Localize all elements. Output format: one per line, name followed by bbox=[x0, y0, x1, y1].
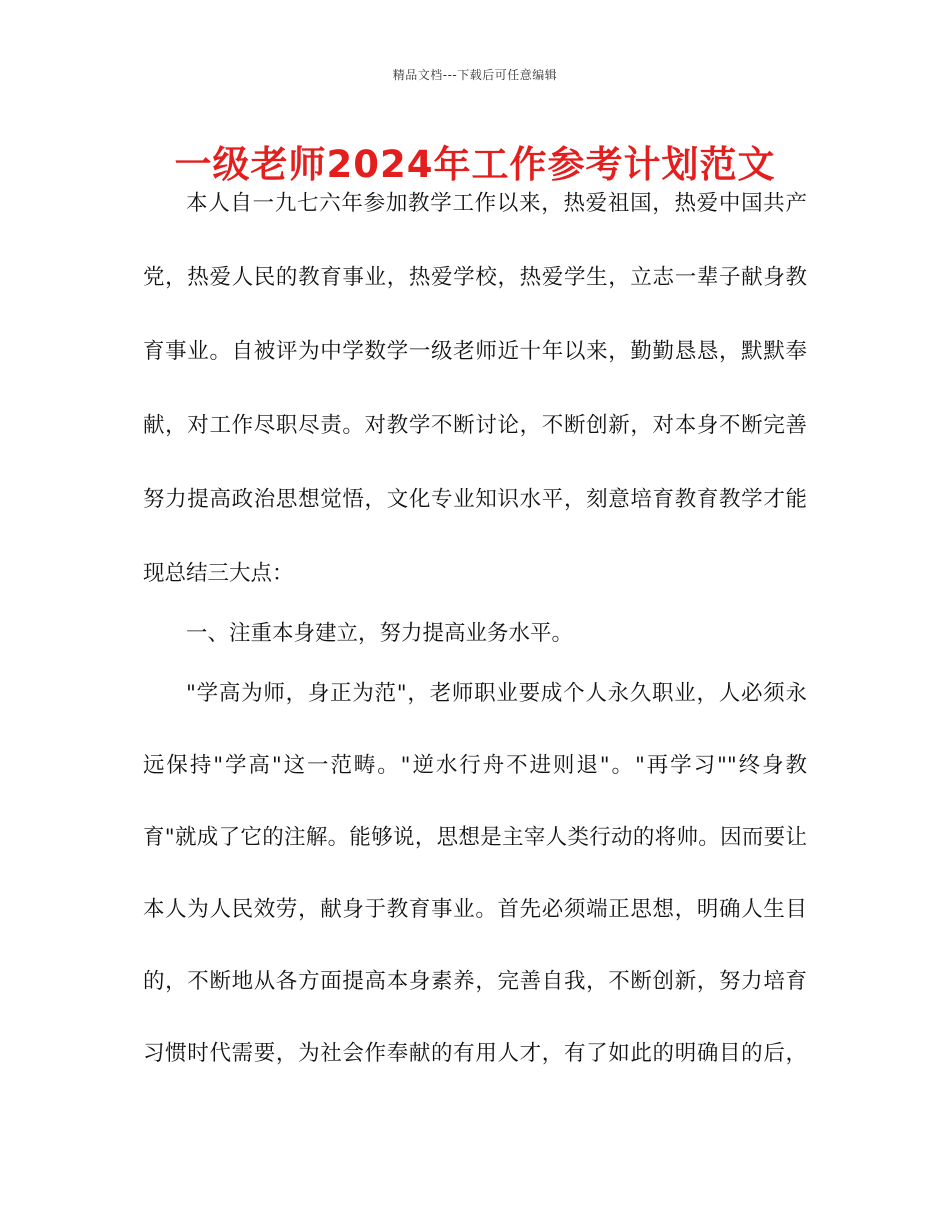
paragraph-line: "学高为师，身正为范"，老师职业要成个人永久职业，人必须永 bbox=[186, 681, 807, 706]
paragraph-line: 习惯时代需要，为社会作奉献的有用人才，有了如此的明确目的后， bbox=[143, 1041, 807, 1066]
paragraph-line: 努力提高政治思想觉悟，文化专业知识水平，刻意培育教育教学才能 bbox=[143, 487, 807, 512]
paragraph-line: 育"就成了它的注解。能够说，思想是主宰人类行动的将帅。因而要让 bbox=[143, 825, 807, 850]
paragraph-line: 本人自一九七六年参加教学工作以来，热爱祖国，热爱中国共产 bbox=[186, 191, 807, 216]
paragraph-line: 党，热爱人民的教育事业，热爱学校，热爱学生，立志一辈子献身教 bbox=[143, 265, 807, 290]
paragraph-line: 本人为人民效劳，献身于教育事业。首先必须端正思想，明确人生目 bbox=[143, 897, 807, 922]
paragraph-line: 的，不断地从各方面提高本身素养，完善自我，不断创新，努力培育 bbox=[143, 969, 807, 994]
paragraph-line: 育事业。自被评为中学数学一级老师近十年以来，勤勤恳恳，默默奉 bbox=[143, 339, 807, 364]
paragraph-line: 远保持"学高"这一范畴。"逆水行舟不进则退"。"再学习""终身教 bbox=[143, 753, 807, 778]
section-heading: 一、注重本身建立，努力提高业务水平。 bbox=[186, 621, 574, 646]
document-title: 一级老师2024年工作参考计划范文 bbox=[174, 143, 776, 186]
header-note: 精品文档---下载后可任意编辑 bbox=[392, 68, 558, 82]
paragraph-line: 现总结三大点： bbox=[143, 561, 294, 586]
paragraph-line: 献，对工作尽职尽责。对教学不断讨论，不断创新，对本身不断完善 bbox=[143, 413, 807, 438]
